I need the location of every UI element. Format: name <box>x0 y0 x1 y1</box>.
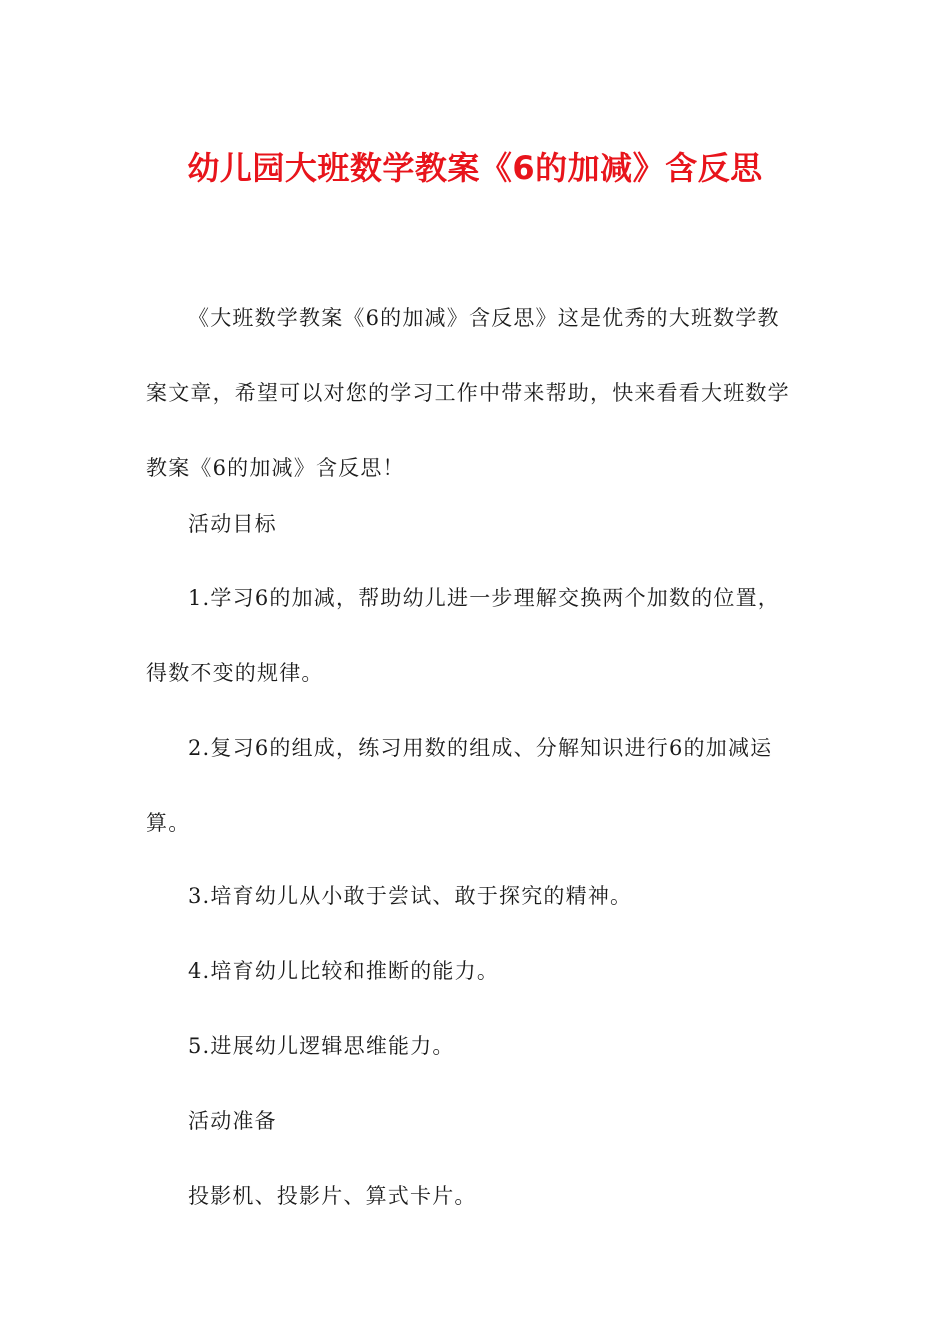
goal-item-2: 2.复习6的组成，练习用数的组成、分解知识进行6的加减运算。 <box>146 736 773 835</box>
section-heading-goals: 活动目标 <box>188 512 277 536</box>
goal-item-1: 1.学习6的加减，帮助幼儿进一步理解交换两个加数的位置，得数不变的规律。 <box>146 586 780 685</box>
goal-item-4: 4.培育幼儿比较和推断的能力。 <box>188 959 500 983</box>
goal-item-5: 5.进展幼儿逻辑思维能力。 <box>188 1034 455 1058</box>
document-title: 幼儿园大班数学教案《6的加减》含反思 <box>187 149 763 187</box>
goal-item-3: 3.培育幼儿从小敢于尝试、敢于探究的精神。 <box>188 884 633 908</box>
prep-items: 投影机、投影片、算式卡片。 <box>188 1184 477 1208</box>
intro-paragraph: 《大班数学教案《6的加减》含反思》这是优秀的大班数学教案文章，希望可以对您的学习工作中带来帮助，快来看看大班数学教案《6的加减》含反思！ <box>146 306 790 480</box>
section-heading-prep: 活动准备 <box>188 1109 277 1133</box>
